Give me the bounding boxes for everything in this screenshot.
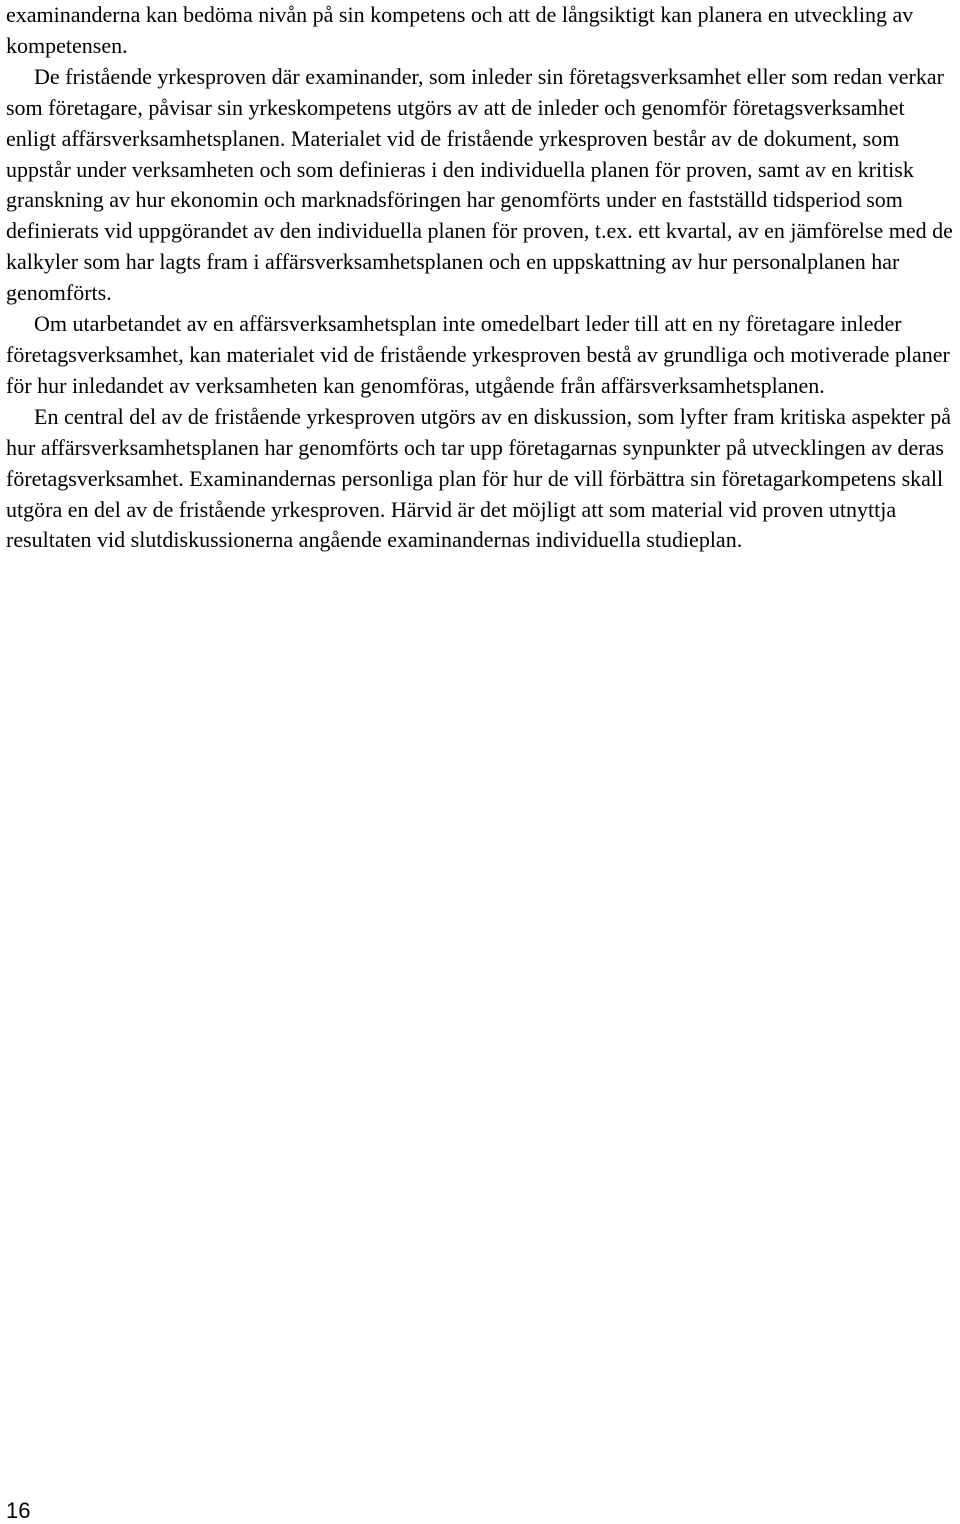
- paragraph-business-plan: Om utarbetandet av en affärsverksamhetsplan inte omedelbart leder till att en ny företagare inleder företagsverksamhet, kan materialet vid de fristående yrkesproven bestå av grundliga och motiverade planer för hur inledandet av verksamheten kan genomföras, utgående från affärsverksamhetsplanen.: [6, 311, 950, 398]
- page-number: 16: [6, 1498, 31, 1523]
- paragraph-independent-tests: De fristående yrkesproven där examinander, som inleder sin företagsverksamhet eller som redan verkar som företagare, påvisar sin yrkeskompetens utgörs av att de inleder och genomför företagsverksamhet enligt affärsverksamhetsplanen. Materialet vid de fristående yrkesproven består av de dokument, som uppstår under verksamheten och som definieras i den individuella planen för proven, samt av en kritisk granskning av hur ekonomin och marknadsföringen har genomförts under en fastställd tidsperiod som definierats vid uppgörandet av den individuella planen för proven, t.ex. ett kvartal, av en jämförelse med de kalkyler som har lagts fram i affärsverksamhetsplanen och en uppskattning av hur personalplanen har genomförts.: [6, 63, 953, 306]
- body-text: [6, 0, 956, 556]
- paragraph-discussion: En central del av de fristående yrkesproven utgörs av en diskussion, som lyfter fram kritiska aspekter på hur affärsverksamhetsplanen har genomförts och tar upp företagarnas synpunkter på utvecklingen av deras företagsverksamhet. Examinandernas personliga plan för hur de vill förbättra sin företagarkompetens skall utgöra en del av de fristående yrkesproven. Härvid är det möjligt att som material vid proven utnyttja resultaten vid slutdiskussionerna angående examinandernas individuella studieplan.: [6, 403, 951, 553]
- paragraph-continuation: examinanderna kan bedöma nivån på sin kompetens och att de långsiktigt kan planera en utveckling av kompetensen.: [6, 2, 914, 58]
